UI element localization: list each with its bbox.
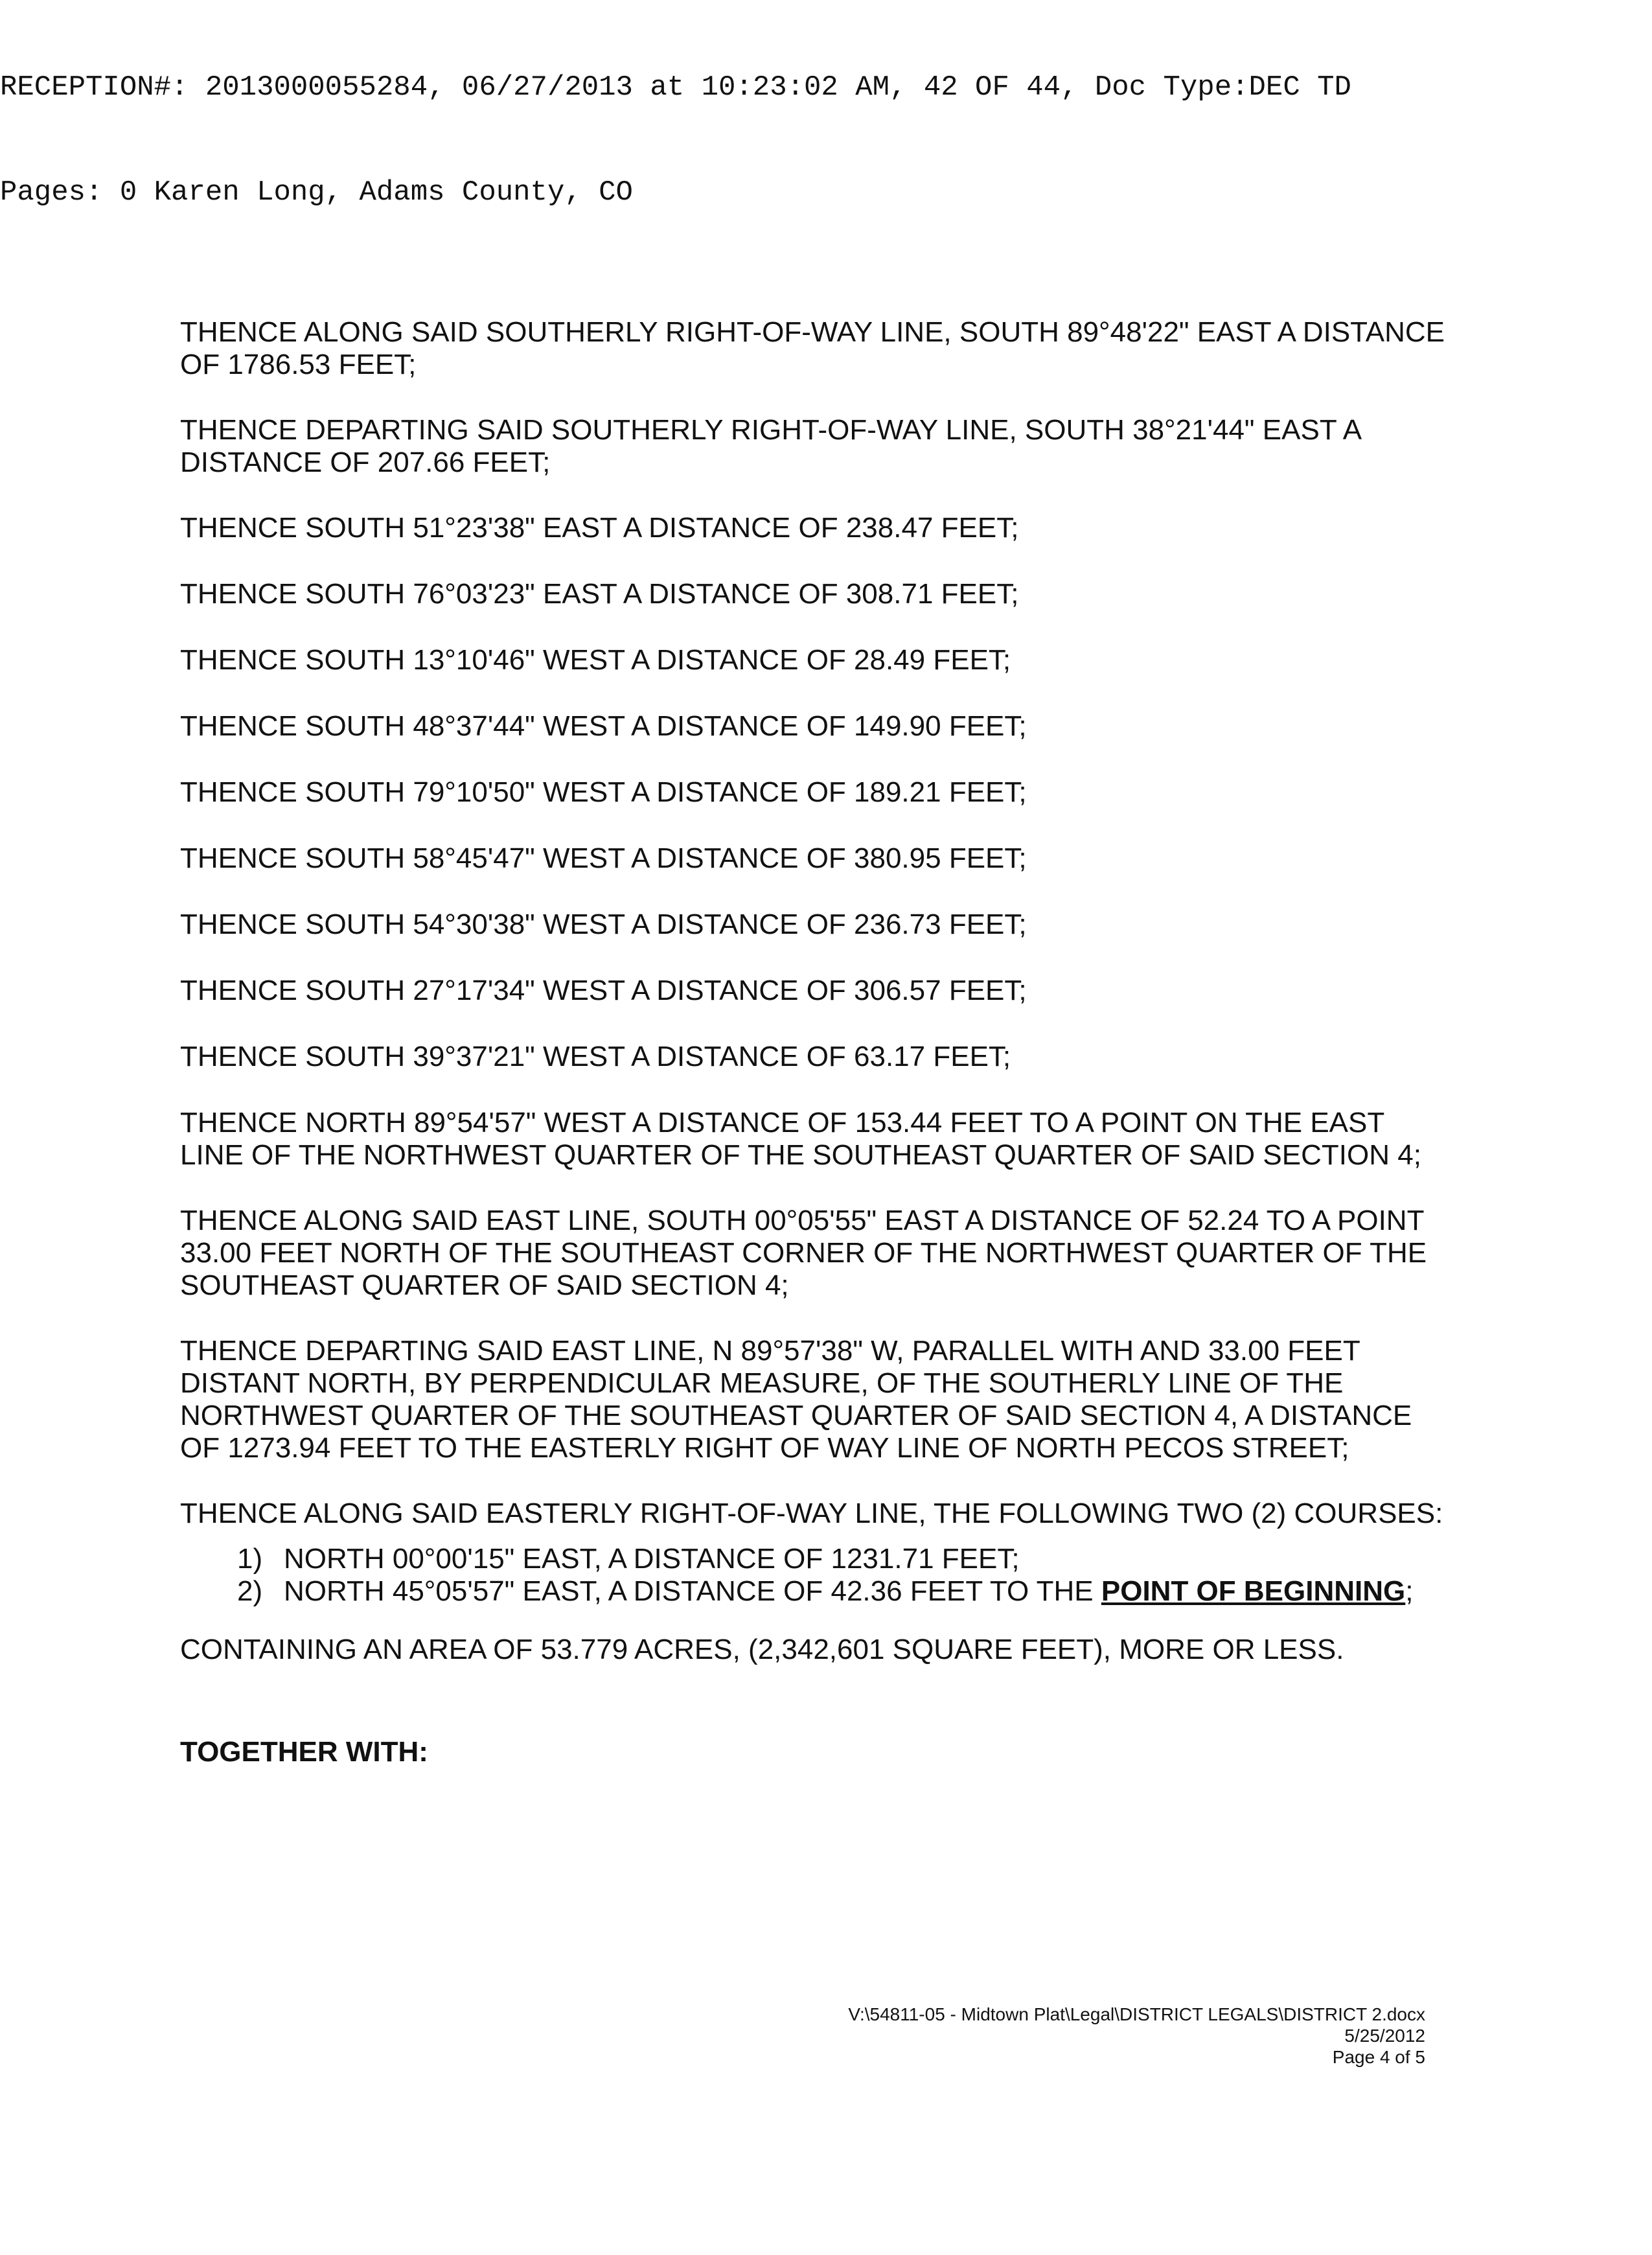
course-text: NORTH 00°00'15" EAST, A DISTANCE OF 1231.71 FEET; xyxy=(284,1543,1020,1575)
course-item xyxy=(180,1543,1450,1575)
document-footer xyxy=(848,2004,1425,2068)
course-paragraph: THENCE SOUTH 79°10'50" WEST A DISTANCE OF 189.21 FEET; xyxy=(180,776,1027,808)
footer-date: 5/25/2012 xyxy=(1344,2026,1425,2046)
course-paragraph: THENCE SOUTH 54°30'38" WEST A DISTANCE OF 236.73 FEET; xyxy=(180,908,1027,940)
course-paragraph: THENCE ALONG SAID SOUTHERLY RIGHT-OF-WAY LINE, SOUTH 89°48'22" EAST A DISTANCE OF 1786.53 FEET; xyxy=(180,316,1445,380)
course-paragraph: THENCE SOUTH 48°37'44" WEST A DISTANCE OF 149.90 FEET; xyxy=(180,710,1027,742)
footer-page-number: Page 4 of 5 xyxy=(1332,2047,1425,2067)
course-paragraph: THENCE SOUTH 76°03'23" EAST A DISTANCE OF 308.71 FEET; xyxy=(180,578,1019,610)
course-number: 1) xyxy=(237,1543,263,1575)
course-text-end: ; xyxy=(1405,1575,1414,1607)
course-text: NORTH 45°05'57" EAST, A DISTANCE OF 42.36 FEET TO THE xyxy=(284,1575,1101,1607)
together-with-heading: TOGETHER WITH: xyxy=(180,1736,428,1768)
course-paragraph: THENCE DEPARTING SAID SOUTHERLY RIGHT-OF-WAY LINE, SOUTH 38°21'44" EAST A DISTANCE OF 207.66 FEET; xyxy=(180,414,1360,478)
courses-list xyxy=(180,1543,1450,1608)
course-item xyxy=(180,1575,1450,1608)
course-paragraph: THENCE SOUTH 39°37'21" WEST A DISTANCE OF 63.17 FEET; xyxy=(180,1041,1011,1072)
course-paragraph: THENCE SOUTH 51°23'38" EAST A DISTANCE OF 238.47 FEET; xyxy=(180,512,1019,544)
course-number: 2) xyxy=(237,1575,263,1607)
course-paragraph: THENCE DEPARTING SAID EAST LINE, N 89°57'38" W, PARALLEL WITH AND 33.00 FEET DISTANT NORTH, BY PERPENDICULAR MEASURE, OF THE SOUTHERLY LINE OF THE NORTHWEST QUARTER OF THE SOUTHEAST QUARTER OF SAID SECTION 4, A DISTANCE OF 1273.94 FEET TO THE EASTERLY RIGHT OF WAY LINE OF NORTH PECOS STREET; xyxy=(180,1335,1412,1464)
area-statement: CONTAINING AN AREA OF 53.779 ACRES, (2,342,601 SQUARE FEET), MORE OR LESS. xyxy=(180,1634,1344,1665)
recording-stamp-line-2: Pages: 0 Karen Long, Adams County, CO xyxy=(0,176,633,209)
course-paragraph: THENCE SOUTH 13°10'46" WEST A DISTANCE OF 28.49 FEET; xyxy=(180,644,1011,676)
footer-file-path: V:\54811-05 - Midtown Plat\Legal\DISTRICT LEGALS\DISTRICT 2.docx xyxy=(848,2004,1425,2024)
course-paragraph: THENCE SOUTH 58°45'47" WEST A DISTANCE OF 380.95 FEET; xyxy=(180,842,1027,874)
course-paragraph: THENCE SOUTH 27°17'34" WEST A DISTANCE OF 306.57 FEET; xyxy=(180,975,1027,1006)
course-paragraph: THENCE ALONG SAID EAST LINE, SOUTH 00°05'55" EAST A DISTANCE OF 52.24 TO A POINT 33.00 FEET NORTH OF THE SOUTHEAST CORNER OF THE NORTHWEST QUARTER OF THE SOUTHEAST QUARTER OF SAID SECTION 4; xyxy=(180,1205,1427,1301)
recording-stamp-line-1: RECEPTION#: 2013000055284, 06/27/2013 at 10:23:02 AM, 42 OF 44, Doc Type:DEC TD xyxy=(0,71,1351,104)
course-paragraph: THENCE ALONG SAID EASTERLY RIGHT-OF-WAY LINE, THE FOLLOWING TWO (2) COURSES: xyxy=(180,1498,1443,1529)
course-paragraph: THENCE NORTH 89°54'57" WEST A DISTANCE OF 153.44 FEET TO A POINT ON THE EAST LINE OF THE NORTHWEST QUARTER OF THE SOUTHEAST QUARTER OF SAID SECTION 4; xyxy=(180,1107,1421,1171)
legal-description xyxy=(180,316,1450,1801)
point-of-beginning: POINT OF BEGINNING xyxy=(1101,1575,1406,1607)
recording-stamp xyxy=(0,0,1351,245)
